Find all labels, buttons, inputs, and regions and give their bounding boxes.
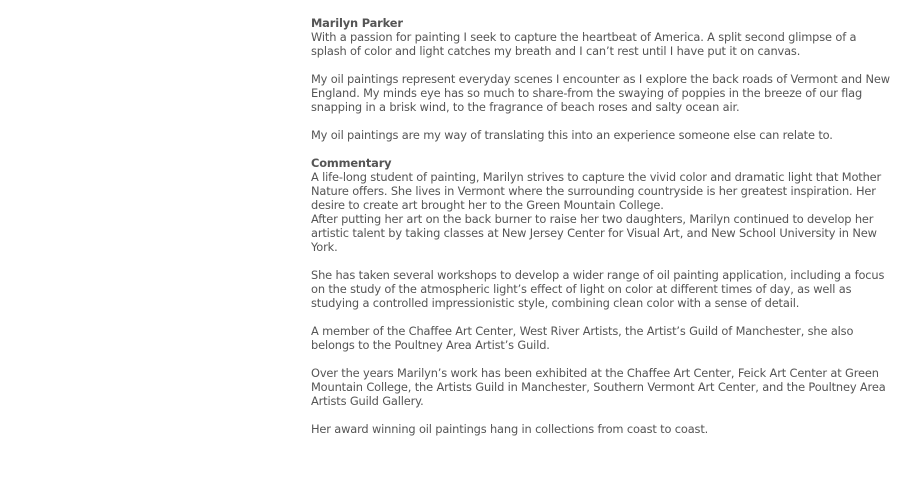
bio-heading: Marilyn Parker [311,16,403,30]
commentary-section [311,156,895,436]
bio-paragraph-2: My oil paintings represent everyday scenes I encounter as I explore the back roads of Vermont and New England. My minds eye has so much to share-from the swaying of poppies in the breeze of our flag snapping in a brisk wind, to the fragrance of beach roses and salty ocean air. [311,72,890,114]
commentary-paragraph-4: A member of the Chaffee Art Center, West River Artists, the Artist’s Guild of Manchester, she also belongs to the Poultney Area Artist’s Guild. [311,324,854,352]
bio-paragraph-3: My oil paintings are my way of translating this into an experience someone else can relate to. [311,128,833,142]
commentary-paragraph-1: A life-long student of painting, Marilyn strives to capture the vivid color and dramatic light that Mother Nature offers. She lives in Vermont where the surrounding countryside is her greatest inspiration. Her desire to create art brought her to the Green Mountain College. [311,170,882,212]
commentary-paragraph-5: Over the years Marilyn’s work has been exhibited at the Chaffee Art Center, Feick Art Center at Green Mountain College, the Artists Guild in Manchester, Southern Vermont Art Center, and the Poultney Area Artists Guild Gallery. [311,366,886,408]
bio-paragraph-1: With a passion for painting I seek to capture the heartbeat of America. A split second glimpse of a splash of color and light catches my breath and I can’t rest until I have put it on canvas. [311,30,857,58]
commentary-paragraph-2: After putting her art on the back burner to raise her two daughters, Marilyn continued to develop her artistic talent by taking classes at New Jersey Center for Visual Art, and New School University in New York. [311,212,877,254]
commentary-paragraph-6: Her award winning oil paintings hang in collections from coast to coast. [311,422,709,436]
article-body [311,16,895,450]
bio-section [311,16,895,142]
commentary-paragraph-3: She has taken several workshops to develop a wider range of oil painting application, including a focus on the study of the atmospheric light’s effect of light on color at different times of day, as well as studying a controlled impressionistic style, combining clean color with a sense of detail. [311,268,885,310]
commentary-heading: Commentary [311,156,392,170]
